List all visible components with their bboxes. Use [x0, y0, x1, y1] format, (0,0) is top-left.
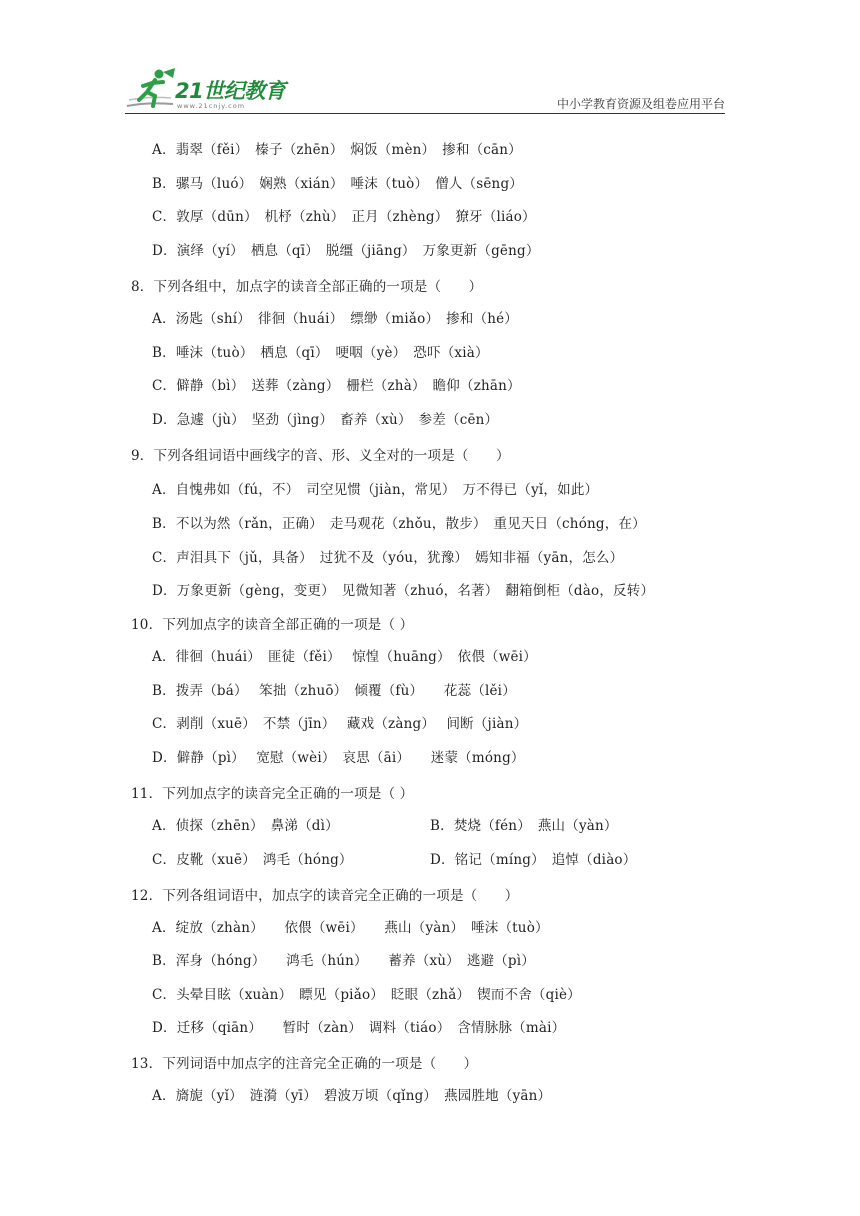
- q10-option-a: A．徘徊（huái） 匪徒（fěi） 惊惶（huāng） 依偎（wēi）: [152, 649, 537, 665]
- q7-option-d: D．演绎（yí） 栖息（qī） 脱缰（jiāng） 万象更新（gēng）: [152, 243, 540, 259]
- q9-option-d: D．万象更新（gèng，变更） 见微知著（zhuó，名著） 翻箱倒柜（dào，反转）: [152, 583, 655, 599]
- runner-icon: [125, 66, 177, 112]
- q10-option-d: D．僻静（pì） 宽慰（wèi） 哀思（āi） 迷蒙（móng）: [152, 750, 525, 766]
- q12-option-d: D．迁移（qiān） 暂时（zàn） 调料（tiáo） 含情脉脉（mài）: [152, 1020, 566, 1036]
- page-header: [125, 62, 725, 114]
- question-8: 8．下列各组中，加点字的读音全部正确的一项是（ ）: [131, 279, 483, 295]
- q12-option-b: B．浑身（hóng） 鸿毛（hún） 蓄养（xù） 逃避（pì）: [152, 953, 535, 969]
- q8-option-d: D．急遽（jù） 坚劲（jìng） 畜养（xù） 参差（cēn）: [152, 412, 499, 428]
- question-9: 9．下列各组词语中画线字的音、形、义全对的一项是（ ）: [131, 448, 510, 464]
- logo-text: 21世纪教育: [175, 79, 286, 103]
- q10-option-c: C．剥削（xuē） 不禁（jīn） 藏戏（zàng） 间断（jiàn）: [152, 716, 528, 732]
- q11-option-c: C．皮靴（xuē） 鸿毛（hóng）: [152, 852, 353, 868]
- q12-option-a: A．绽放（zhàn） 依偎（wēi） 燕山（yàn） 唾沫（tuò）: [152, 920, 549, 936]
- q11-option-b: B．焚烧（fén） 燕山（yàn）: [430, 818, 618, 834]
- q8-option-c: C．僻静（bì） 送葬（zàng） 栅栏（zhà） 瞻仰（zhān）: [152, 378, 521, 394]
- logo: [125, 66, 295, 112]
- q9-option-b: B．不以为然（rǎn，正确） 走马观花（zhǒu，散步） 重见天日（chóng，在）: [152, 516, 646, 532]
- q12-option-c: C．头晕目眩（xuàn） 瞟见（piǎo） 眨眼（zhǎ） 锲而不舍（qiè）: [152, 987, 581, 1003]
- q10-option-b: B．拨弄（bá） 笨拙（zhuō） 倾覆（fù） 花蕊（lěi）: [152, 683, 516, 699]
- q8-option-b: B．唾沫（tuò） 栖息（qī） 哽咽（yè） 恐吓（xià）: [152, 345, 489, 361]
- question-11: 11．下列加点字的读音完全正确的一项是（ ）: [131, 786, 414, 802]
- q11-option-d: D．铭记（míng） 追悼（diào）: [430, 852, 637, 868]
- header-divider: [125, 113, 725, 114]
- question-13: 13．下列词语中加点字的注音完全正确的一项是（ ）: [131, 1056, 478, 1072]
- q9-option-c: C．声泪具下（jǔ，具备） 过犹不及（yóu，犹豫） 嫣知非福（yān，怎么）: [152, 550, 624, 566]
- question-12: 12．下列各组词语中，加点字的读音完全正确的一项是（ ）: [131, 888, 519, 904]
- question-10: 10．下列加点字的读音全部正确的一项是（ ）: [131, 617, 414, 633]
- q7-option-b: B．骡马（luó） 娴熟（xián） 唾沫（tuò） 僧人（sēng）: [152, 176, 523, 192]
- logo-url: www.21cnjy.com: [177, 102, 246, 110]
- platform-name: 中小学教育资源及组卷应用平台: [556, 97, 725, 111]
- q11-option-a: A．侦探（zhēn） 鼻涕（dì）: [152, 818, 339, 834]
- q8-option-a: A．汤匙（shí） 徘徊（huái） 缥缈（miǎo） 掺和（hé）: [152, 311, 518, 327]
- q7-option-c: C．敦厚（dūn） 机杼（zhù） 正月（zhèng） 獠牙（liáo）: [152, 209, 536, 225]
- q7-option-a: A．翡翠（fěi） 榛子（zhēn） 焖饭（mèn） 掺和（cān）: [152, 142, 522, 158]
- q9-option-a: A．自愧弗如（fú，不） 司空见惯（jiàn，常见） 万不得已（yǐ，如此）: [152, 482, 599, 498]
- q13-option-a: A．旖旎（yǐ） 涟漪（yī） 碧波万顷（qǐng） 燕园胜地（yān）: [152, 1088, 552, 1104]
